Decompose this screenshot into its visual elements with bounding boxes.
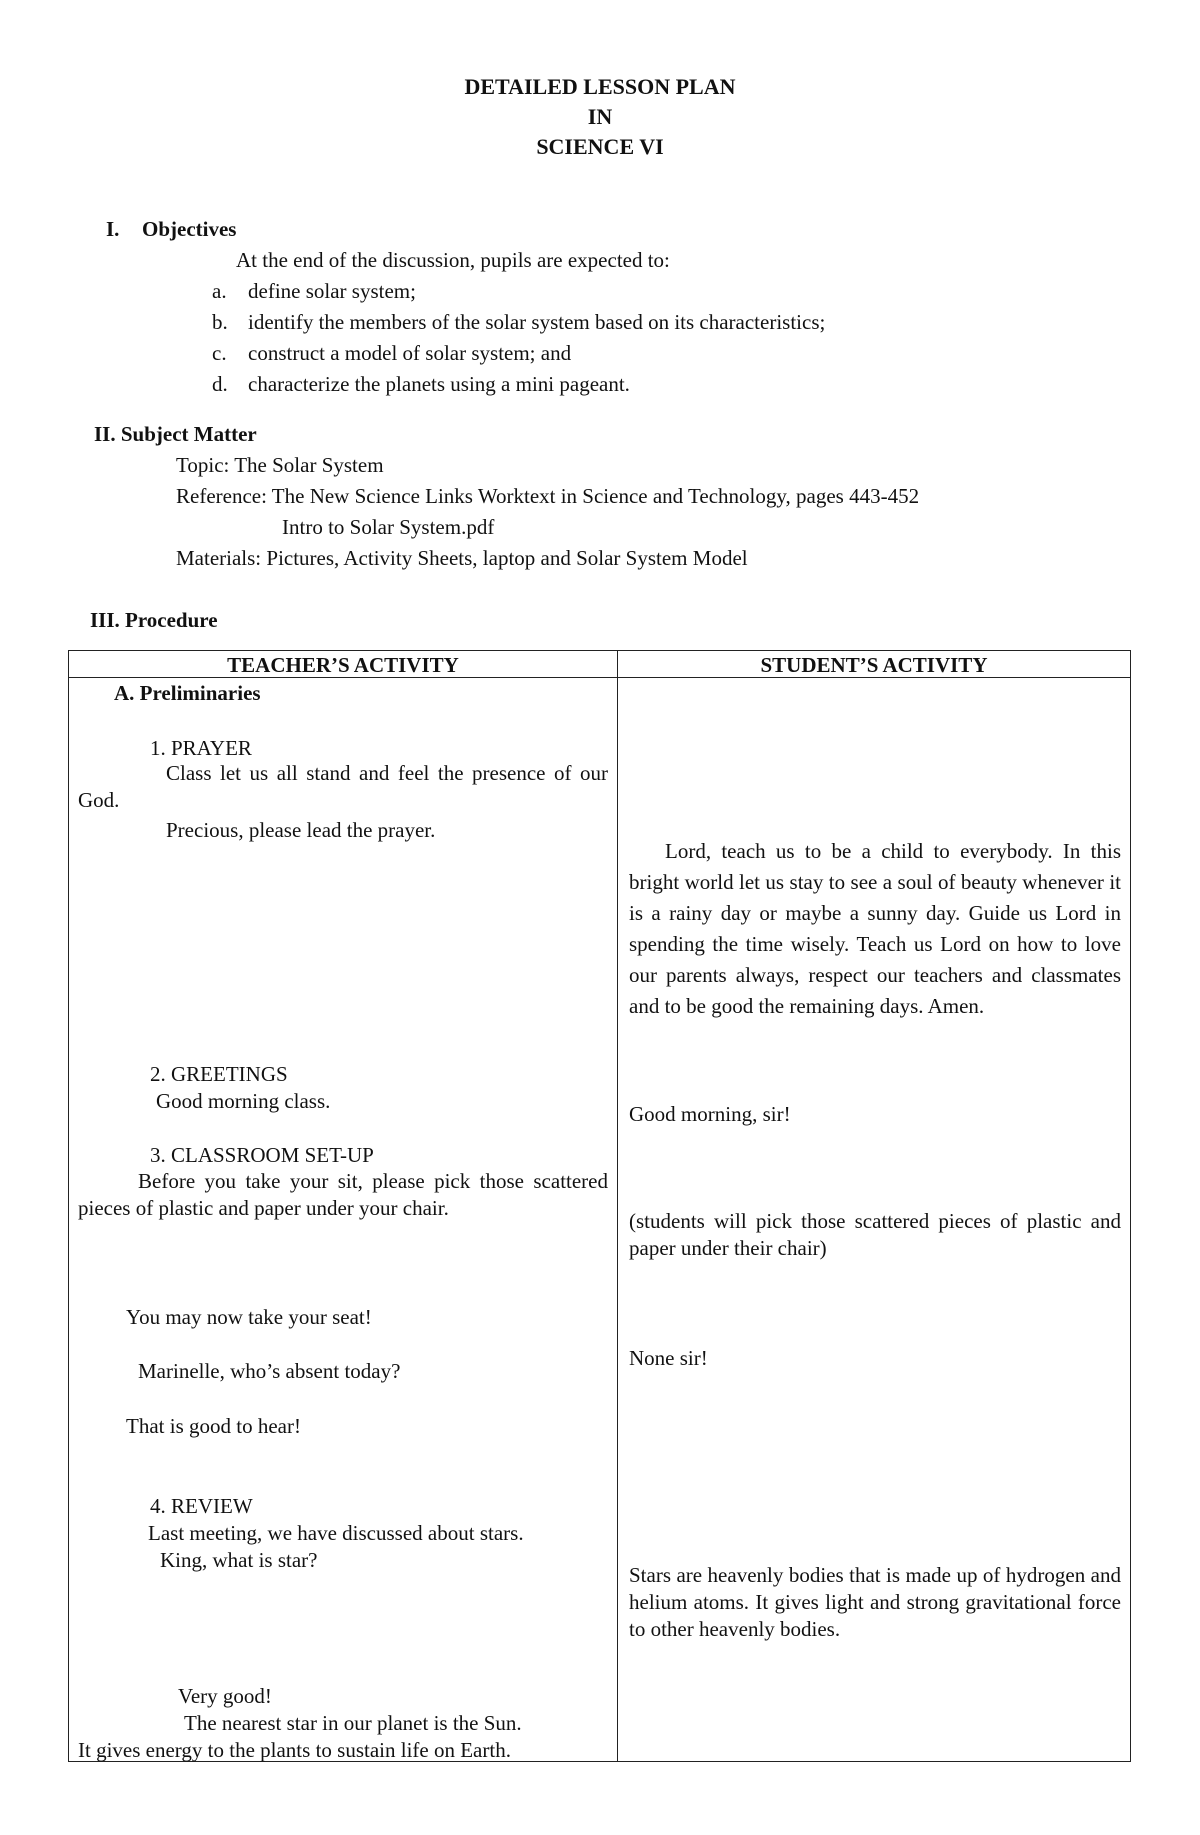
subject-matter-heading: II. Subject Matter — [94, 422, 257, 446]
student-greeting: Good morning, sir! — [629, 1102, 791, 1126]
student-pick-response: (students will pick those scattered pieces of plastic and paper under their chair) — [629, 1209, 1121, 1260]
title-line-3: SCIENCE VI — [536, 134, 664, 159]
objective-item-d: characterize the planets using a mini pageant. — [248, 372, 630, 396]
review-text: Last meeting, we have discussed about stars. — [148, 1521, 524, 1545]
subject-topic: Topic: The Solar System — [176, 453, 384, 477]
objectives-intro: At the end of the discussion, pupils are expected to: — [236, 248, 670, 272]
subject-materials: Materials: Pictures, Activity Sheets, laptop and Solar System Model — [176, 546, 748, 570]
objective-item-a: define solar system; — [248, 279, 416, 303]
objective-marker-d: d. — [212, 372, 228, 396]
table-column-divider — [617, 650, 618, 1762]
objective-marker-a: a. — [212, 279, 227, 303]
prayer-lead: Precious, please lead the prayer. — [166, 818, 436, 842]
procedure-heading: III. Procedure — [90, 608, 218, 632]
student-absent-response: None sir! — [629, 1346, 708, 1370]
column-header-student: STUDENT’S ACTIVITY — [760, 653, 988, 677]
column-header-teacher: TEACHER’S ACTIVITY — [227, 653, 459, 677]
student-prayer: Lord, teach us to be a child to everybody. In this bright world let us stay to see a soul of beauty whenever it is a rainy day or maybe a sunny day. Guide us Lord in spending the time wisely. Teach us Lord on how to love our parents always, respect our teachers and classmates and to be good the remaining days. Amen. — [629, 839, 1121, 1018]
title-line-2: IN — [587, 104, 613, 129]
prayer-instruction: Class let us all stand and feel the presence of our God. — [78, 761, 608, 812]
objective-marker-b: b. — [212, 310, 228, 334]
setup-instruction: Before you take your sit, please pick those scattered pieces of plastic and paper under your chair. — [78, 1169, 608, 1220]
prayer-heading: 1. PRAYER — [150, 736, 252, 760]
nearest-star-text: The nearest star in our planet is the Sun. — [184, 1711, 522, 1735]
energy-text: It gives energy to the plants to sustain life on Earth. — [78, 1738, 511, 1762]
absent-question: Marinelle, who’s absent today? — [138, 1359, 401, 1383]
objective-marker-c: c. — [212, 341, 227, 365]
preliminaries-heading: A. Preliminaries — [114, 681, 261, 705]
greetings-text: Good morning class. — [156, 1089, 331, 1113]
good-to-hear-text: That is good to hear! — [126, 1414, 301, 1438]
review-heading: 4. REVIEW — [150, 1494, 253, 1518]
objectives-heading: Objectives — [142, 217, 237, 241]
title-line-1: DETAILED LESSON PLAN — [464, 74, 736, 99]
objectives-numeral: I. — [106, 217, 120, 241]
setup-heading: 3. CLASSROOM SET-UP — [150, 1143, 374, 1167]
review-question: King, what is star? — [160, 1548, 318, 1572]
greetings-heading: 2. GREETINGS — [150, 1062, 288, 1086]
subject-reference-file: Intro to Solar System.pdf — [282, 515, 495, 539]
very-good-text: Very good! — [178, 1684, 272, 1708]
student-star-answer: Stars are heavenly bodies that is made up of hydrogen and helium atoms. It gives light and strong gravitational force to other heavenly bodies. — [629, 1563, 1121, 1641]
take-seat-text: You may now take your seat! — [126, 1305, 372, 1329]
subject-reference: Reference: The New Science Links Worktext in Science and Technology, pages 443-452 — [176, 484, 920, 508]
objective-item-c: construct a model of solar system; and — [248, 341, 572, 365]
objective-item-b: identify the members of the solar system based on its characteristics; — [248, 310, 826, 334]
